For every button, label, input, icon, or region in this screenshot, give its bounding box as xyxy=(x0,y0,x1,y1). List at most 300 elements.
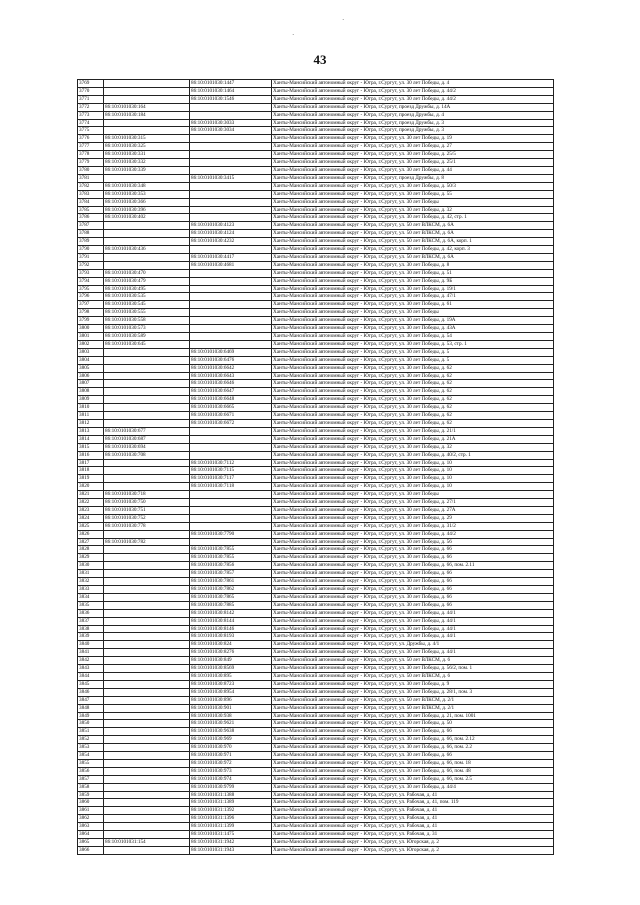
row-number-cell: 3791 xyxy=(78,253,104,261)
address-region: Ханты-Мансийский автономный округ - Югра, г.Сургут, xyxy=(273,135,398,142)
row-number-cell: 3862 xyxy=(78,815,104,823)
land-cadastral-number-cell: 86:10:0101030:184 xyxy=(104,111,190,119)
row-number-cell: 3854 xyxy=(78,752,104,760)
address-cell xyxy=(272,831,554,839)
address-cell xyxy=(272,253,554,261)
object-cadastral-number-cell: 86:10:0101030:1546 xyxy=(190,95,272,103)
land-cadastral-number-cell xyxy=(104,641,190,649)
land-cadastral-number-cell xyxy=(104,174,190,182)
object-cadastral-number-cell: 86:10:0101030:824 xyxy=(190,641,272,649)
table-row xyxy=(78,617,554,625)
table-row xyxy=(78,467,554,475)
object-cadastral-number-cell xyxy=(190,277,272,285)
address-street: ул. 30 лет Победы, д. 44 xyxy=(399,166,452,173)
address-region: Ханты-Мансийский автономный округ - Югра, г.Сургут, xyxy=(273,404,398,411)
land-cadastral-number-cell xyxy=(104,127,190,135)
table-row xyxy=(78,601,554,609)
land-cadastral-number-cell xyxy=(104,388,190,396)
address-street: ул. 30 лет Победы, д. 10 xyxy=(399,467,452,474)
address-cell xyxy=(272,554,554,562)
land-cadastral-number-cell xyxy=(104,119,190,127)
address-region: Ханты-Мансийский автономный округ - Югра, г.Сургут, xyxy=(273,799,398,806)
land-cadastral-number-cell xyxy=(104,586,190,594)
table-row xyxy=(78,704,554,712)
object-cadastral-number-cell: 86:10:0101030:6469 xyxy=(190,348,272,356)
address-cell xyxy=(272,680,554,688)
address-cell xyxy=(272,506,554,514)
row-number-cell: 3785 xyxy=(78,206,104,214)
address-street: ул. 30 лет Победы, д. 66 xyxy=(399,570,452,577)
row-number-cell: 3809 xyxy=(78,396,104,404)
object-cadastral-number-cell: 86:10:0101030:6648 xyxy=(190,396,272,404)
land-cadastral-number-cell xyxy=(104,752,190,760)
object-cadastral-number-cell: 86:10:0101030:3415 xyxy=(190,174,272,182)
table-row xyxy=(78,412,554,420)
object-cadastral-number-cell: 86:10:0101030:7118 xyxy=(190,483,272,491)
land-cadastral-number-cell: 86:10:0101030:479 xyxy=(104,277,190,285)
land-cadastral-number-cell xyxy=(104,649,190,657)
object-cadastral-number-cell: 86:10:0101030:7885 xyxy=(190,601,272,609)
table-row xyxy=(78,799,554,807)
address-street: ул. 30 лет Победы, д. 62 xyxy=(399,388,452,395)
table-row xyxy=(78,111,554,119)
address-cell xyxy=(272,87,554,95)
address-region: Ханты-Мансийский автономный округ - Югра, г.Сургут, xyxy=(273,388,398,395)
land-cadastral-number-cell xyxy=(104,720,190,728)
address-street: ул. Югорская, д. 2 xyxy=(399,846,439,853)
address-region: Ханты-Мансийский автономный округ - Югра, г.Сургут, xyxy=(273,238,398,245)
address-region: Ханты-Мансийский автономный округ - Югра, г.Сургут, xyxy=(273,174,398,181)
row-number-cell: 3822 xyxy=(78,499,104,507)
address-street: ул. 30 лет Победы, д. 29 xyxy=(399,514,452,521)
address-cell xyxy=(272,388,554,396)
address-cell xyxy=(272,633,554,641)
address-street: ул. 30 лет Победы, д. 9Б xyxy=(399,277,453,284)
address-cell xyxy=(272,649,554,657)
object-cadastral-number-cell: 86:10:0101030:7861 xyxy=(190,578,272,586)
address-cell xyxy=(272,427,554,435)
address-region: Ханты-Мансийский автономный округ - Югра, г.Сургут, xyxy=(273,641,398,648)
address-region: Ханты-Мансийский автономный округ - Югра, г.Сургут, xyxy=(273,396,398,403)
address-street: ул. 30 лет Победы, д. 25/5 xyxy=(399,151,456,158)
address-region: Ханты-Мансийский автономный округ - Югра, г.Сургут, xyxy=(273,277,398,284)
address-region: Ханты-Мансийский автономный округ - Югра, г.Сургут, xyxy=(273,198,398,205)
row-number-cell: 3784 xyxy=(78,198,104,206)
land-cadastral-number-cell xyxy=(104,783,190,791)
land-cadastral-number-cell: 86:10:0101030:332 xyxy=(104,159,190,167)
address-region: Ханты-Мансийский автономный округ - Югра, г.Сургут, xyxy=(273,412,398,419)
table-row xyxy=(78,846,554,854)
address-cell xyxy=(272,696,554,704)
address-region: Ханты-Мансийский автономный округ - Югра, г.Сургут, xyxy=(273,483,398,490)
address-cell xyxy=(272,783,554,791)
address-street: ул. 30 лет Победы, д. 28/1, пом. 3 xyxy=(399,688,473,695)
address-cell xyxy=(272,143,554,151)
address-cell xyxy=(272,491,554,499)
table-row xyxy=(78,182,554,190)
land-cadastral-number-cell: 86:10:0101030:353 xyxy=(104,190,190,198)
land-cadastral-number-cell xyxy=(104,356,190,364)
address-street: ул. 30 лет Победы, д. 62 xyxy=(399,396,452,403)
table-row xyxy=(78,767,554,775)
object-cadastral-number-cell xyxy=(190,435,272,443)
address-region: Ханты-Мансийский автономный округ - Югра, г.Сургут, xyxy=(273,538,398,545)
object-cadastral-number-cell: 86:10:0101030:6647 xyxy=(190,388,272,396)
address-cell xyxy=(272,325,554,333)
land-cadastral-number-cell xyxy=(104,80,190,88)
address-cell xyxy=(272,593,554,601)
table-row xyxy=(78,333,554,341)
address-street: ул. 30 лет Победы, д. 4 xyxy=(399,80,450,86)
land-cadastral-number-cell: 86:10:0101030:325 xyxy=(104,143,190,151)
address-region: Ханты-Мансийский автономный округ - Югра, г.Сургут, xyxy=(273,609,398,616)
address-street: ул. 30 лет Победы, д. 44/4 xyxy=(399,783,456,790)
table-row xyxy=(78,269,554,277)
address-street: ул. 30 лет Победы, д. 61 xyxy=(399,301,452,308)
address-street: ул. 50 лет ВЛКСМ, д. 6А xyxy=(399,230,454,237)
address-cell xyxy=(272,364,554,372)
row-number-cell: 3845 xyxy=(78,680,104,688)
table-row xyxy=(78,364,554,372)
object-cadastral-number-cell: 86:10:0101031:1396 xyxy=(190,815,272,823)
object-cadastral-number-cell xyxy=(190,198,272,206)
row-number-cell: 3770 xyxy=(78,87,104,95)
address-cell xyxy=(272,562,554,570)
address-cell xyxy=(272,839,554,847)
land-cadastral-number-cell xyxy=(104,696,190,704)
row-number-cell: 3783 xyxy=(78,190,104,198)
object-cadastral-number-cell: 86:10:0101030:969 xyxy=(190,736,272,744)
object-cadastral-number-cell xyxy=(190,214,272,222)
object-cadastral-number-cell: 86:10:0101030:7865 xyxy=(190,593,272,601)
row-number-cell: 3847 xyxy=(78,696,104,704)
table-row xyxy=(78,657,554,665)
table-row xyxy=(78,831,554,839)
table-row xyxy=(78,396,554,404)
table-row xyxy=(78,356,554,364)
address-street: ул. 30 лет Победы, д. 66 xyxy=(399,728,452,735)
table-row xyxy=(78,815,554,823)
row-number-cell: 3849 xyxy=(78,712,104,720)
land-cadastral-number-cell xyxy=(104,530,190,538)
row-number-cell: 3780 xyxy=(78,166,104,174)
address-region: Ханты-Мансийский автономный округ - Югра, г.Сургут, xyxy=(273,293,398,300)
address-region: Ханты-Мансийский автономный округ - Югра, г.Сургут, xyxy=(273,712,398,719)
table-row xyxy=(78,759,554,767)
land-cadastral-number-cell: 86:10:0101030:573 xyxy=(104,325,190,333)
address-cell xyxy=(272,419,554,427)
address-street: ул. 30 лет Победы, д. 27 xyxy=(399,143,452,150)
land-cadastral-number-cell xyxy=(104,680,190,688)
row-number-cell: 3813 xyxy=(78,427,104,435)
table-row xyxy=(78,166,554,174)
land-cadastral-number-cell xyxy=(104,87,190,95)
address-cell xyxy=(272,222,554,230)
table-row xyxy=(78,530,554,538)
row-number-cell: 3804 xyxy=(78,356,104,364)
object-cadastral-number-cell xyxy=(190,317,272,325)
row-number-cell: 3818 xyxy=(78,467,104,475)
table-row xyxy=(78,277,554,285)
row-number-cell: 3851 xyxy=(78,728,104,736)
land-cadastral-number-cell xyxy=(104,823,190,831)
row-number-cell: 3839 xyxy=(78,633,104,641)
row-number-cell: 3788 xyxy=(78,230,104,238)
address-cell xyxy=(272,467,554,475)
table-row xyxy=(78,720,554,728)
object-cadastral-number-cell xyxy=(190,206,272,214)
table-row xyxy=(78,404,554,412)
row-number-cell: 3838 xyxy=(78,625,104,633)
object-cadastral-number-cell: 86:10:0101030:895 xyxy=(190,672,272,680)
address-street: ул. Рабочая, д. 41 xyxy=(399,823,438,830)
table-row xyxy=(78,309,554,317)
address-region: Ханты-Мансийский автономный округ - Югра, г.Сургут, xyxy=(273,127,398,134)
object-cadastral-number-cell xyxy=(190,506,272,514)
address-region: Ханты-Мансийский автономный округ - Югра, г.Сургут, xyxy=(273,554,398,561)
address-cell xyxy=(272,135,554,143)
row-number-cell: 3795 xyxy=(78,285,104,293)
address-cell xyxy=(272,190,554,198)
address-street: ул. 30 лет Победы, д. 19/1 xyxy=(399,285,456,292)
address-cell xyxy=(272,688,554,696)
address-region: Ханты-Мансийский автономный округ - Югра, г.Сургут, xyxy=(273,506,398,513)
land-cadastral-number-cell xyxy=(104,467,190,475)
table-row xyxy=(78,253,554,261)
address-street: ул. 30 лет Победы, д. 66 xyxy=(399,546,452,553)
address-cell xyxy=(272,752,554,760)
address-region: Ханты-Мансийский автономный округ - Югра, г.Сургут, xyxy=(273,87,398,94)
object-cadastral-number-cell: 86:10:0101030:7790 xyxy=(190,530,272,538)
table-row xyxy=(78,586,554,594)
land-cadastral-number-cell xyxy=(104,775,190,783)
address-region: Ханты-Мансийский автономный округ - Югра, г.Сургут, xyxy=(273,499,398,506)
row-number-cell: 3789 xyxy=(78,238,104,246)
row-number-cell: 3843 xyxy=(78,665,104,673)
address-cell xyxy=(272,736,554,744)
table-row xyxy=(78,317,554,325)
table-row xyxy=(78,807,554,815)
land-cadastral-number-cell xyxy=(104,625,190,633)
row-number-cell: 3793 xyxy=(78,269,104,277)
address-region: Ханты-Мансийский автономный округ - Югра, г.Сургут, xyxy=(273,649,398,656)
address-street: ул. 30 лет Победы, д. 66 xyxy=(399,578,452,585)
address-street: ул. 30 лет Победы, д. 21/1 xyxy=(399,427,456,434)
address-region: Ханты-Мансийский автономный округ - Югра, г.Сургут, xyxy=(273,475,398,482)
table-row xyxy=(78,380,554,388)
object-cadastral-number-cell xyxy=(190,427,272,435)
land-cadastral-number-cell xyxy=(104,419,190,427)
object-cadastral-number-cell: 86:10:0101030:4232 xyxy=(190,238,272,246)
row-number-cell: 3866 xyxy=(78,846,104,854)
address-street: ул. 30 лет Победы, д. 62 xyxy=(399,364,452,371)
address-cell xyxy=(272,499,554,507)
address-cell xyxy=(272,546,554,554)
land-cadastral-number-cell: 86:10:0101030:555 xyxy=(104,309,190,317)
table-row xyxy=(78,475,554,483)
address-street: ул. 30 лет Победы, д. 10 xyxy=(399,483,452,490)
address-cell xyxy=(272,119,554,127)
address-street: ул. 30 лет Победы, д. 9 xyxy=(399,680,450,687)
land-cadastral-number-cell xyxy=(104,672,190,680)
address-region: Ханты-Мансийский автономный округ - Югра, г.Сургут, xyxy=(273,570,398,577)
address-cell xyxy=(272,103,554,111)
land-cadastral-number-cell: 86:10:0101030:545 xyxy=(104,301,190,309)
object-cadastral-number-cell: 86:10:0101030:3034 xyxy=(190,127,272,135)
address-cell xyxy=(272,799,554,807)
address-region: Ханты-Мансийский автономный округ - Югра, г.Сургут, xyxy=(273,767,398,774)
land-cadastral-number-cell: 86:10:0101030:751 xyxy=(104,506,190,514)
object-cadastral-number-cell: 86:10:0101031:1388 xyxy=(190,791,272,799)
land-cadastral-number-cell xyxy=(104,380,190,388)
object-cadastral-number-cell xyxy=(190,522,272,530)
address-region: Ханты-Мансийский автономный округ - Югра, г.Сургут, xyxy=(273,546,398,553)
object-cadastral-number-cell xyxy=(190,301,272,309)
address-cell xyxy=(272,483,554,491)
object-cadastral-number-cell xyxy=(190,325,272,333)
address-region: Ханты-Мансийский автономный округ - Югра, г.Сургут, xyxy=(273,95,398,102)
address-region: Ханты-Мансийский автономный округ - Югра, г.Сургут, xyxy=(273,530,398,537)
address-cell xyxy=(272,372,554,380)
address-street: ул. 50 лет ВЛКСМ, д. 6А, корп. 1 xyxy=(399,238,472,245)
address-cell xyxy=(272,396,554,404)
address-region: Ханты-Мансийский автономный округ - Югра, г.Сургут, xyxy=(273,340,398,347)
land-cadastral-number-cell: 86:10:0101030:164 xyxy=(104,103,190,111)
address-street: ул. 30 лет Победы, д. 44/2 xyxy=(399,530,456,537)
address-cell xyxy=(272,538,554,546)
table-row xyxy=(78,609,554,617)
address-region: Ханты-Мансийский автономный округ - Югра, г.Сургут, xyxy=(273,230,398,237)
table-row xyxy=(78,230,554,238)
table-row xyxy=(78,752,554,760)
address-street: ул. 30 лет Победы, д. 42, корп. 3 xyxy=(399,246,470,253)
row-number-cell: 3771 xyxy=(78,95,104,103)
row-number-cell: 3794 xyxy=(78,277,104,285)
address-region: Ханты-Мансийский автономный округ - Югра, г.Сургут, xyxy=(273,704,398,711)
land-cadastral-number-cell: 86:10:0101030:645 xyxy=(104,340,190,348)
row-number-cell: 3800 xyxy=(78,325,104,333)
row-number-cell: 3807 xyxy=(78,380,104,388)
table-row xyxy=(78,506,554,514)
land-cadastral-number-cell: 86:10:0101030:589 xyxy=(104,333,190,341)
table-row xyxy=(78,538,554,546)
object-cadastral-number-cell xyxy=(190,143,272,151)
row-number-cell: 3855 xyxy=(78,759,104,767)
table-row xyxy=(78,285,554,293)
address-cell xyxy=(272,775,554,783)
row-number-cell: 3769 xyxy=(78,80,104,88)
address-region: Ханты-Мансийский автономный округ - Югра, г.Сургут, xyxy=(273,372,398,379)
address-street: ул. 30 лет Победы, д. 55 xyxy=(399,190,452,197)
address-street: ул. 30 лет Победы, д. 27/1 xyxy=(399,499,456,506)
address-cell xyxy=(272,728,554,736)
row-number-cell: 3842 xyxy=(78,657,104,665)
object-cadastral-number-cell: 86:10:0101030:8146 xyxy=(190,625,272,633)
address-region: Ханты-Мансийский автономный округ - Югра, г.Сургут, xyxy=(273,325,398,332)
row-number-cell: 3835 xyxy=(78,601,104,609)
address-cell xyxy=(272,80,554,88)
land-cadastral-number-cell: 86:10:0101030:495 xyxy=(104,285,190,293)
land-cadastral-number-cell xyxy=(104,728,190,736)
address-cell xyxy=(272,182,554,190)
address-cell xyxy=(272,672,554,680)
address-street: проезд Дружбы, д. 4 xyxy=(399,111,444,118)
address-cell xyxy=(272,246,554,254)
address-cell xyxy=(272,823,554,831)
address-cell xyxy=(272,174,554,182)
address-region: Ханты-Мансийский автономный округ - Югра, г.Сургут, xyxy=(273,348,398,355)
address-street: ул. 30 лет Победы, д. 62 xyxy=(399,380,452,387)
land-cadastral-number-cell xyxy=(104,459,190,467)
address-street: ул. 30 лет Победы, д. 66 xyxy=(399,554,452,561)
row-number-cell: 3821 xyxy=(78,491,104,499)
row-number-cell: 3857 xyxy=(78,775,104,783)
address-cell xyxy=(272,317,554,325)
address-region: Ханты-Мансийский автономный округ - Югра, г.Сургут, xyxy=(273,601,398,608)
address-region: Ханты-Мансийский автономный округ - Югра, г.Сургут, xyxy=(273,253,398,260)
address-street: ул. 30 лет Победы, д. 66, пом. 18 xyxy=(399,759,471,766)
table-row xyxy=(78,570,554,578)
address-cell xyxy=(272,712,554,720)
table-row xyxy=(78,435,554,443)
address-cell xyxy=(272,665,554,673)
object-cadastral-number-cell: 86:10:0101030:7857 xyxy=(190,570,272,578)
address-region: Ханты-Мансийский автономный округ - Югра, г.Сургут, xyxy=(273,783,398,790)
address-street: ул. 30 лет Победы, д. 27А xyxy=(399,506,456,513)
land-cadastral-number-cell: 86:10:0101030:331 xyxy=(104,151,190,159)
table-row xyxy=(78,222,554,230)
row-number-cell: 3828 xyxy=(78,546,104,554)
row-number-cell: 3846 xyxy=(78,688,104,696)
address-region: Ханты-Мансийский автономный округ - Югра, г.Сургут, xyxy=(273,720,398,727)
address-cell xyxy=(272,791,554,799)
table-row xyxy=(78,80,554,88)
address-street: ул. 30 лет Победы, д. 66 xyxy=(399,586,452,592)
row-number-cell: 3778 xyxy=(78,151,104,159)
address-street: ул. 30 лет Победы, д. 44/1 xyxy=(399,649,456,656)
address-cell xyxy=(272,348,554,356)
address-street: ул. 30 лет Победы, д. 8 xyxy=(399,261,450,268)
address-region: Ханты-Мансийский автономный округ - Югра, г.Сургут, xyxy=(273,633,398,640)
object-cadastral-number-cell: 86:10:0101030:1447 xyxy=(190,80,272,88)
object-cadastral-number-cell: 86:10:0101030:970 xyxy=(190,744,272,752)
address-region: Ханты-Мансийский автономный округ - Югра, г.Сургут, xyxy=(273,839,398,845)
land-cadastral-number-cell: 86:10:0101030:782 xyxy=(104,538,190,546)
address-region: Ханты-Мансийский автономный округ - Югра, г.Сургут, xyxy=(273,459,398,466)
land-cadastral-number-cell: 86:10:0101030:558 xyxy=(104,317,190,325)
object-cadastral-number-cell: 86:10:0101030:972 xyxy=(190,759,272,767)
land-cadastral-number-cell xyxy=(104,475,190,483)
object-cadastral-number-cell xyxy=(190,103,272,111)
row-number-cell: 3814 xyxy=(78,435,104,443)
object-cadastral-number-cell: 86:10:0101031:1943 xyxy=(190,846,272,854)
row-number-cell: 3790 xyxy=(78,246,104,254)
address-street: ул. 30 лет Победы, д. 62 xyxy=(399,412,452,419)
table-row xyxy=(78,633,554,641)
address-street: ул. 30 лет Победы, д. 42, стр. 1 xyxy=(399,214,467,221)
row-number-cell: 3823 xyxy=(78,506,104,514)
land-cadastral-number-cell: 86:10:0101030:694 xyxy=(104,443,190,451)
address-cell xyxy=(272,522,554,530)
address-cell xyxy=(272,443,554,451)
table-row xyxy=(78,372,554,380)
row-number-cell: 3816 xyxy=(78,451,104,459)
land-cadastral-number-cell xyxy=(104,759,190,767)
address-region: Ханты-Мансийский автономный округ - Югра, г.Сургут, xyxy=(273,736,398,743)
object-cadastral-number-cell: 86:10:0101030:9638 xyxy=(190,728,272,736)
address-street: ул. 30 лет Победы, д. 19А xyxy=(399,317,456,324)
address-street: ул. Дружбы, д. 4/1 xyxy=(399,641,440,648)
